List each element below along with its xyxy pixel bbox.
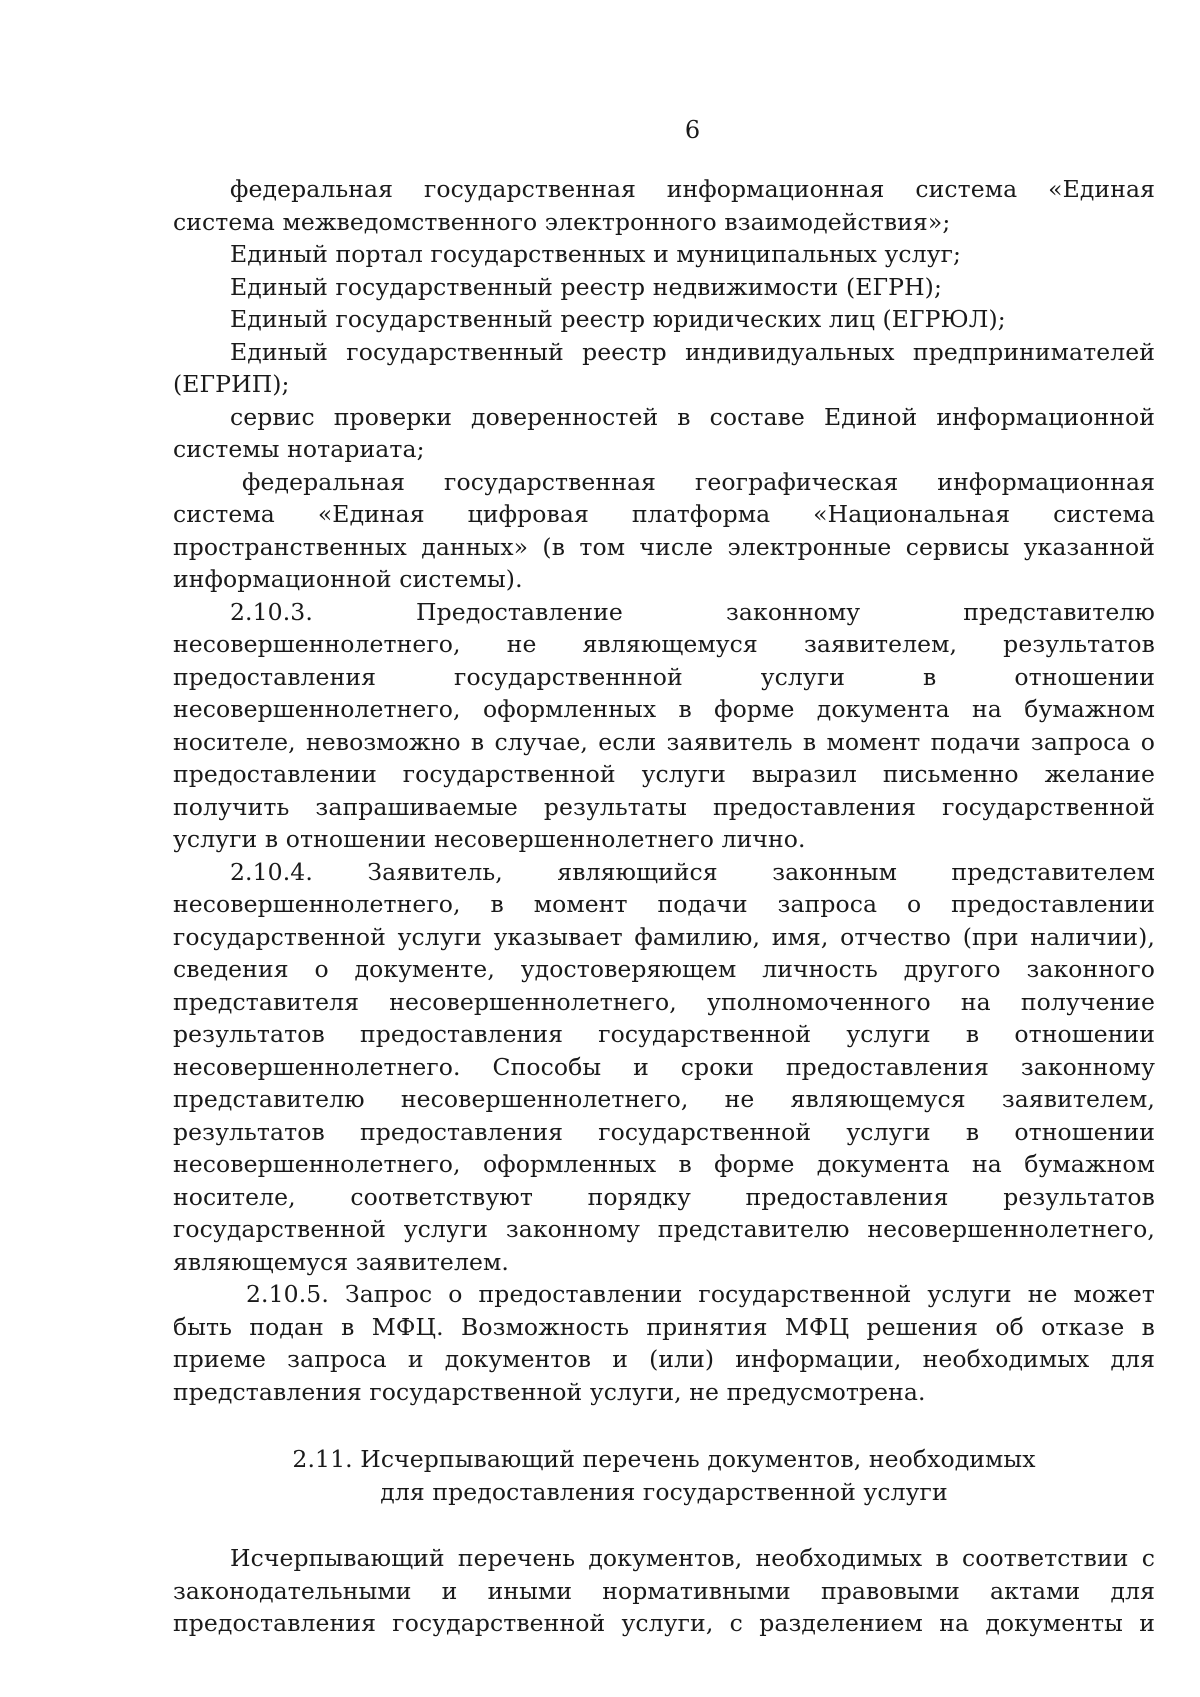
paragraph-2-10-4: 2.10.4. Заявитель, являющийся законным представителем несовершеннолетнего, в момент подачи запроса о предоставлении государственной услуги указывает фамилию, имя, отчество (при наличии), сведения о документе, удостоверяющем личность другого законного представителя несовершеннолетнего, уполномоченного на получение результатов предоставления государственной услуги в отношении несовершеннолетнего. Способы и сроки предоставления законному представителю несовершеннолетнего, не являющемуся заявителем, результатов предоставления государственной услуги в отношении несовершеннолетнего, оформленных в форме документа на бумажном носителе, соответствуют порядку предоставления результатов государственной услуги законному представителю несовершеннолетнего, являющемуся заявителем. [173, 857, 1155, 1276]
page-number: 6 [684, 116, 701, 144]
paragraph-gis-nspd: федеральная государственная географическая информационная система «Единая цифровая платформа «Национальная система пространственных данных» (в том числе электронные сервисы указанной информационной системы). [173, 467, 1155, 593]
paragraph-egrul: Единый государственный реестр юридических лиц (ЕГРЮЛ); [230, 305, 1006, 333]
document-body [173, 173, 1155, 1640]
section-heading-line-1: 2.11. Исчерпывающий перечень документов, необходимых [292, 1445, 1036, 1473]
paragraph-egrip: Единый государственный реестр индивидуальных предпринимателей (ЕГРИП); [173, 337, 1155, 398]
section-heading-2-11 [173, 1443, 1155, 1508]
section-heading-line-2: для предоставления государственной услуги [380, 1477, 948, 1506]
paragraph-epgu: Единый портал государственных и муниципальных услуг; [230, 240, 962, 268]
paragraph-notary-service: сервис проверки доверенностей в составе Единой информационной системы нотариата; [173, 402, 1155, 463]
paragraph-2-10-3: 2.10.3. Предоставление законному представителю несовершеннолетнего, не являющемуся заявителем, результатов предоставления государственнной услуги в отношении несовершеннолетнего, оформленных в форме документа на бумажном носителе, невозможно в случае, если заявитель в момент подачи запроса о предоставлении государственной услуги выразил письменно желание получить запрашиваемые результаты предоставления государственной услуги в отношении несовершеннолетнего лично. [173, 597, 1155, 853]
paragraph-egrn: Единый государственный реестр недвижимости (ЕГРН); [230, 272, 942, 301]
paragraph-2-11-intro: Исчерпывающий перечень документов, необходимых в соответствии с законодательными и иными нормативными правовыми актами для предоставления государственной услуги, с разделением на документы и [173, 1544, 1155, 1637]
paragraph-gis-smev: федеральная государственная информационная система «Единая система межведомственного электронного взаимодействия»; [173, 175, 1155, 236]
paragraph-2-10-5: 2.10.5. Запрос о предоставлении государственной услуги не может быть подан в МФЦ. Возможность принятия МФЦ решения об отказе в приеме запроса и документов и (или) информации, необходимых для представления государственной услуги, не предусмотрена. [173, 1280, 1155, 1406]
